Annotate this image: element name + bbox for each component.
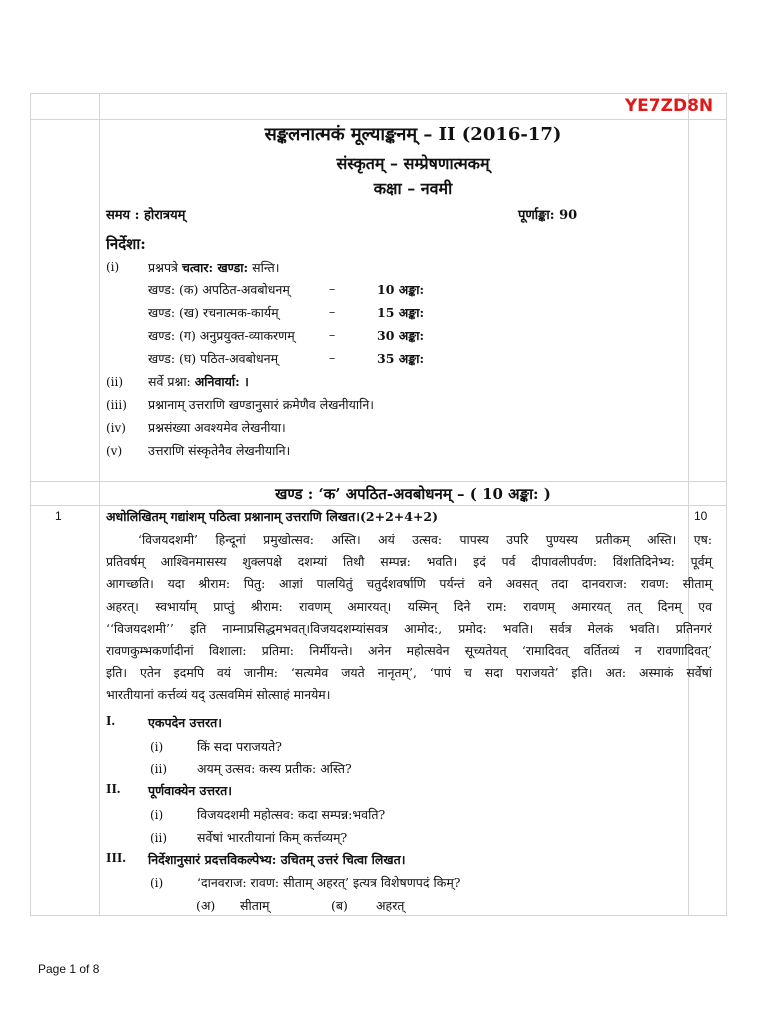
question-number: 1 [55, 509, 62, 523]
section-dash: – [329, 327, 336, 342]
table-col-right [726, 93, 727, 916]
passage-line: रावणकुम्भकर्णादीनां विशाला: प्रतिमा: निर्मीयन्ते। अनेन महोत्सवेन सूच्यतेयत् ‘रामादिवत् वर्तितव्यं न रावणादिवत्’ [106, 643, 712, 659]
section-dash: – [329, 281, 336, 296]
item-number: (i) [150, 808, 164, 822]
question-text: अधोलिखितम् गद्यांशम् पठित्वा प्रश्नानाम् उत्तराणि लिखत।(2+2+4+2) [106, 509, 439, 524]
section-a-heading: खण्ड : ‘क’ अपठित-अवबोधनम् – ( 10 अङ्का: ) [275, 485, 551, 503]
item-text: ‘दानवराज: रावण: सीताम् अहरत्’ इत्यत्र विशेषणपदं किम्? [197, 875, 461, 890]
paper-class: कक्षा – नवमी [373, 179, 453, 198]
table-col-left [30, 93, 31, 916]
instruction-text: सर्वे प्रश्ना: अनिवार्या: । [148, 374, 249, 389]
sub-question-heading: निर्देशानुसारं प्रदत्तविकल्पेभ्य: उचितम् उत्तरं चित्वा लिखत। [148, 852, 406, 867]
instruction-text: प्रश्नसंख्या अवश्यमेव लेखनीया। [148, 420, 286, 435]
sub-question-heading: पूर्णवाक्येन उत्तरत। [148, 783, 233, 798]
page-number: Page 1 of 8 [38, 962, 100, 976]
item-number: (ii) [150, 831, 168, 845]
sub-question-number: II. [106, 782, 121, 797]
section-marks: 15 अङ्का: [377, 305, 425, 320]
item-number: (i) [150, 740, 164, 754]
table-border-row3 [30, 505, 727, 506]
instruction-text: प्रश्नपत्रे चत्वार: खण्डा: सन्ति। [148, 260, 280, 275]
table-col-num [99, 93, 100, 916]
table-border-top [30, 93, 727, 94]
item-text: अयम् उत्सव: कस्य प्रतीक: अस्ति? [197, 761, 352, 776]
sub-question-heading: एकपदेन उत्तरत। [148, 715, 223, 730]
sub-question-number: I. [106, 714, 115, 729]
instruction-number: (ii) [106, 375, 124, 389]
section-marks: 35 अङ्का: [377, 351, 425, 366]
section-name: खण्ड: (क) अपठित-अवबोधनम् [148, 282, 290, 297]
section-marks: 30 अङ्का: [377, 328, 425, 343]
item-text: किं सदा पराजयते? [197, 739, 282, 754]
instruction-number: (v) [106, 444, 123, 458]
instruction-number: (iv) [106, 421, 126, 435]
item-number: (i) [150, 876, 164, 890]
paper-title: सङ्कलनात्मकं मूल्याङ्कनम् – II (2016-17) [264, 124, 562, 145]
passage [106, 529, 712, 707]
paper-subject: संस्कृतम् – सम्प्रेषणात्मकम् [336, 154, 490, 173]
question-marks: 10 [694, 509, 708, 523]
table-border-row1 [30, 119, 727, 120]
table-border-bottom [30, 915, 727, 916]
instruction-number: (i) [106, 260, 120, 274]
instruction-text: उत्तराणि संस्कृतेनैव लेखनीयानि। [148, 443, 291, 458]
item-text: सर्वेषां भारतीयानां किम् कर्त्तव्यम्? [197, 830, 348, 845]
max-marks: पूर्णाङ्का: 90 [518, 208, 578, 223]
item-text: विजयदशमी महोत्सव: कदा सम्पन्न:भवति? [197, 807, 386, 822]
passage-line: ‘‘विजयदशमी’’ इति नाम्नाप्रसिद्धमभवत्।विजयदशम्यांसवत्र आमोद:, प्रमोद: भवति। सर्वत्र मेलकं भवति। प्रतिनगरं [106, 620, 712, 636]
passage-line: अहरत्। स्वभार्याम् प्राप्तुं श्रीराम: रावणम् अमारयत्। यस्मिन् दिने राम: रावणम् अमारयत् तत् दिनम् एव [106, 598, 712, 614]
passage-line: आगच्छति। यदा श्रीराम: पितु: आज्ञां पालयितुं चतुर्दशवर्षाणि पर्यन्तं वने अवसत् तदा दानवराज: रावण: सीताम् [106, 576, 712, 592]
section-dash: – [329, 350, 336, 365]
item-number: (ii) [150, 762, 168, 776]
instruction-text: प्रश्नानाम् उत्तराणि खण्डानुसारं क्रमेणैव लेखनीयानि। [148, 397, 375, 412]
section-name: खण्ड: (ख) रचनात्मक-कार्यम् [148, 305, 279, 320]
instruction-number: (iii) [106, 398, 127, 412]
sub-question-number: III. [106, 851, 126, 866]
paper-code: YE7ZD8N [624, 96, 714, 116]
option-label: (अ) [196, 898, 216, 913]
passage-line: ‘विजयदशमी’ हिन्दूनां प्रमुखोत्सव: अस्ति। अयं उत्सव: पापस्य उपरि पुण्यस्य प्रतीकम् अस्ति। एष: [138, 532, 712, 547]
option-text: सीताम् [240, 898, 270, 913]
table-border-row2 [30, 481, 727, 482]
instructions-heading: निर्देशा: [106, 235, 146, 253]
section-marks: 10 अङ्का: [377, 282, 425, 297]
table-col-marks [688, 93, 689, 916]
section-name: खण्ड: (घ) पठित-अवबोधनम् [148, 351, 279, 366]
time-allowed: समय : होरात्रयम् [106, 208, 186, 223]
passage-line: इति। एतेन इदमपि वयं जानीम: ‘सत्यमेव जयते नानृतम्’, ‘पापं च सदा पराजयते’ इति। अत: अस्माकं सर्वेषां [106, 665, 712, 681]
section-name: खण्ड: (ग) अनुप्रयुक्त-व्याकरणम् [148, 328, 295, 343]
passage-line: भारतीयानां कर्त्तव्यं यद् उत्सवमिमं सोत्साहं मानयेम। [106, 687, 331, 703]
passage-line: प्रतिवर्षम् आश्विनमासस्य शुक्लपक्षे दशम्यां तिथौ सम्पन्न: भवति। इदं पर्व दीपावलीपर्वण: विंशतिदिनेभ्य: पूर्वम् [106, 554, 712, 570]
option-text: अहरत् [376, 898, 405, 913]
option-label: (ब) [331, 898, 348, 913]
section-dash: – [329, 304, 336, 319]
